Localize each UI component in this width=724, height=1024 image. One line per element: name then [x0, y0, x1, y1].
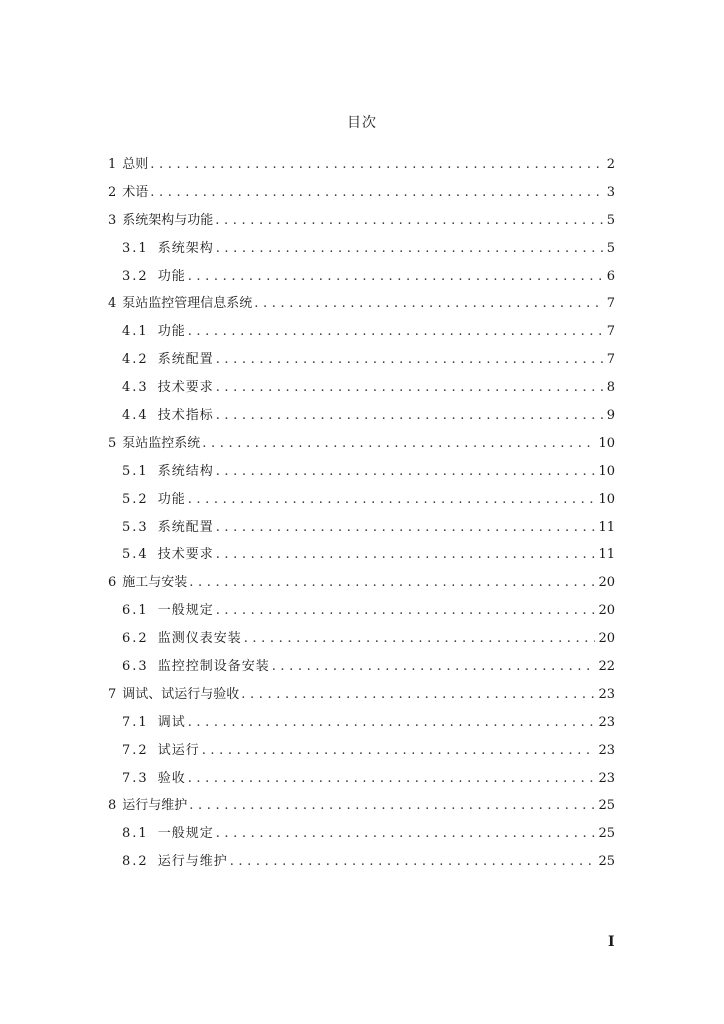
toc-entry-number: 4 [108, 296, 117, 312]
toc-entry-title: 功能 [157, 268, 186, 284]
toc-entry-number: 2 [108, 184, 117, 200]
toc-entry-page: 11 [598, 519, 615, 535]
toc-entry-5[interactable] [108, 430, 615, 458]
toc-entry-title: 系统结构 [157, 463, 214, 479]
toc-entry-5-2[interactable] [108, 486, 615, 514]
toc-entry-2[interactable] [108, 179, 615, 207]
toc-entry-title: 施工与安装 [122, 575, 188, 591]
toc-entry-number: 1 [108, 157, 117, 172]
toc-entry-page: 11 [598, 547, 615, 563]
toc-dot-leader [202, 430, 595, 458]
toc-entry-number: 3.1 [122, 240, 149, 256]
toc-entry-number: 4.2 [122, 352, 149, 368]
toc-entry-number: 3.2 [122, 268, 149, 284]
toc-entry-title: 监控控制设备安装 [157, 659, 270, 675]
toc-entry-page: 9 [606, 408, 615, 424]
toc-entry-page: 20 [598, 603, 615, 619]
toc-dot-leader [216, 458, 596, 486]
toc-dot-leader [188, 709, 596, 737]
toc-entry-title: 运行与维护 [122, 798, 188, 814]
toc-entry-page: 5 [606, 240, 615, 256]
toc-dot-leader [216, 402, 604, 430]
toc-dot-leader [216, 514, 596, 542]
toc-entry-title: 验收 [157, 770, 186, 786]
toc-entry-title: 技术指标 [157, 408, 214, 424]
toc-entry-title: 一般规定 [157, 603, 214, 619]
toc-entry-title: 系统架构 [157, 240, 214, 256]
toc-entry-page: 7 [606, 324, 615, 340]
toc-entry-4-1[interactable] [108, 318, 615, 346]
toc-entry-5-4[interactable] [108, 541, 615, 569]
toc-entry-page: 23 [598, 714, 615, 730]
toc-dot-leader [189, 569, 595, 597]
toc-entry-6-3[interactable] [108, 653, 615, 681]
toc-entry-title: 泵站监控管理信息系统 [122, 296, 253, 312]
toc-entry-4-2[interactable] [108, 346, 615, 374]
toc-entry-7-2[interactable] [108, 737, 615, 765]
toc-entry-page: 2 [606, 157, 615, 172]
toc-entry-4-3[interactable] [108, 374, 615, 402]
toc-entry-page: 20 [598, 575, 615, 591]
toc-entry-8-2[interactable] [108, 848, 615, 876]
table-of-contents [108, 151, 615, 876]
toc-entry-page: 10 [598, 463, 615, 479]
toc-entry-page: 10 [598, 491, 615, 507]
toc-dot-leader [216, 820, 596, 848]
toc-entry-number: 8 [108, 798, 117, 814]
toc-entry-number: 7 [108, 686, 117, 702]
toc-entry-page: 7 [606, 352, 615, 368]
toc-entry-8[interactable] [108, 792, 615, 820]
toc-entry-title: 总则 [122, 157, 149, 172]
toc-entry-title: 泵站监控系统 [122, 435, 201, 451]
toc-entry-title: 调试、试运行与验收 [122, 686, 240, 702]
toc-entry-title: 系统配置 [157, 519, 214, 535]
toc-dot-leader [216, 346, 604, 374]
toc-entry-title: 术语 [122, 184, 149, 200]
toc-entry-page: 25 [598, 798, 615, 814]
toc-entry-page: 23 [598, 742, 615, 758]
toc-entry-number: 5.3 [122, 519, 149, 535]
toc-entry-number: 7.1 [122, 714, 149, 730]
toc-entry-title: 调试 [157, 714, 186, 730]
toc-dot-leader [189, 792, 595, 820]
toc-dot-leader [216, 235, 604, 263]
toc-entry-6-1[interactable] [108, 597, 615, 625]
toc-entry-page: 20 [598, 631, 615, 647]
toc-entry-page: 25 [598, 854, 615, 870]
page-number: I [608, 934, 615, 950]
toc-dot-leader [216, 597, 596, 625]
toc-entry-page: 6 [606, 268, 615, 284]
toc-entry-number: 4.1 [122, 324, 149, 340]
toc-entry-number: 5 [108, 435, 117, 451]
toc-entry-page: 25 [598, 826, 615, 842]
toc-entry-title: 系统配置 [157, 352, 214, 368]
toc-dot-leader [216, 541, 596, 569]
toc-entry-page: 23 [598, 686, 615, 702]
toc-dot-leader [241, 681, 595, 709]
toc-entry-title: 试运行 [157, 742, 200, 758]
toc-entry-number: 4.4 [122, 408, 149, 424]
toc-entry-page: 23 [598, 770, 615, 786]
toc-entry-3[interactable] [108, 207, 615, 235]
toc-dot-leader [202, 737, 596, 765]
toc-entry-number: 5.2 [122, 491, 149, 507]
toc-entry-number: 5.1 [122, 463, 149, 479]
toc-entry-4-4[interactable] [108, 402, 615, 430]
toc-entry-4[interactable] [108, 290, 615, 318]
toc-dot-leader [230, 848, 596, 876]
toc-entry-number: 5.4 [122, 547, 149, 563]
toc-entry-number: 7.2 [122, 742, 149, 758]
toc-entry-page: 7 [606, 296, 615, 312]
toc-dot-leader [188, 318, 604, 346]
toc-entry-page: 8 [606, 380, 615, 396]
toc-entry-6-2[interactable] [108, 625, 615, 653]
toc-entry-number: 7.3 [122, 770, 149, 786]
toc-dot-leader [254, 290, 603, 318]
toc-dot-leader [215, 207, 603, 235]
toc-entry-6[interactable] [108, 569, 615, 597]
toc-entry-number: 4.3 [122, 380, 149, 396]
toc-entry-title: 运行与维护 [157, 854, 228, 870]
toc-entry-title: 技术要求 [157, 380, 214, 396]
toc-entry-number: 6 [108, 575, 117, 591]
toc-entry-title: 一般规定 [157, 826, 214, 842]
toc-entry-number: 6.2 [122, 631, 149, 647]
toc-dot-leader [244, 625, 596, 653]
toc-entry-title: 功能 [157, 491, 186, 507]
toc-entry-number: 8.2 [122, 854, 149, 870]
toc-dot-leader [272, 653, 596, 681]
toc-entry-title: 系统架构与功能 [122, 212, 214, 228]
toc-entry-8-1[interactable] [108, 820, 615, 848]
toc-dot-leader [188, 486, 596, 514]
toc-entry-3-1[interactable] [108, 235, 615, 263]
toc-entry-number: 6.1 [122, 603, 149, 619]
toc-entry-title: 技术要求 [157, 547, 214, 563]
toc-entry-number: 3 [108, 212, 117, 228]
toc-entry-1[interactable] [108, 151, 615, 179]
toc-entry-7-3[interactable] [108, 765, 615, 793]
toc-entry-3-2[interactable] [108, 263, 615, 291]
toc-entry-number: 6.3 [122, 659, 149, 675]
toc-dot-leader [150, 179, 603, 207]
toc-entry-5-3[interactable] [108, 514, 615, 542]
toc-entry-number: 8.1 [122, 826, 149, 842]
toc-entry-title: 功能 [157, 324, 186, 340]
toc-dot-leader [188, 765, 596, 793]
toc-title: 目次 [347, 115, 377, 131]
toc-entry-page: 10 [598, 435, 615, 451]
toc-dot-leader [150, 151, 603, 179]
toc-entry-7-1[interactable] [108, 709, 615, 737]
toc-entry-page: 3 [606, 184, 615, 200]
toc-dot-leader [188, 263, 604, 291]
toc-dot-leader [216, 374, 604, 402]
toc-entry-page: 5 [606, 212, 615, 228]
toc-entry-7[interactable] [108, 681, 615, 709]
toc-entry-page: 22 [598, 659, 615, 675]
toc-entry-5-1[interactable] [108, 458, 615, 486]
toc-entry-title: 监测仪表安装 [157, 631, 242, 647]
